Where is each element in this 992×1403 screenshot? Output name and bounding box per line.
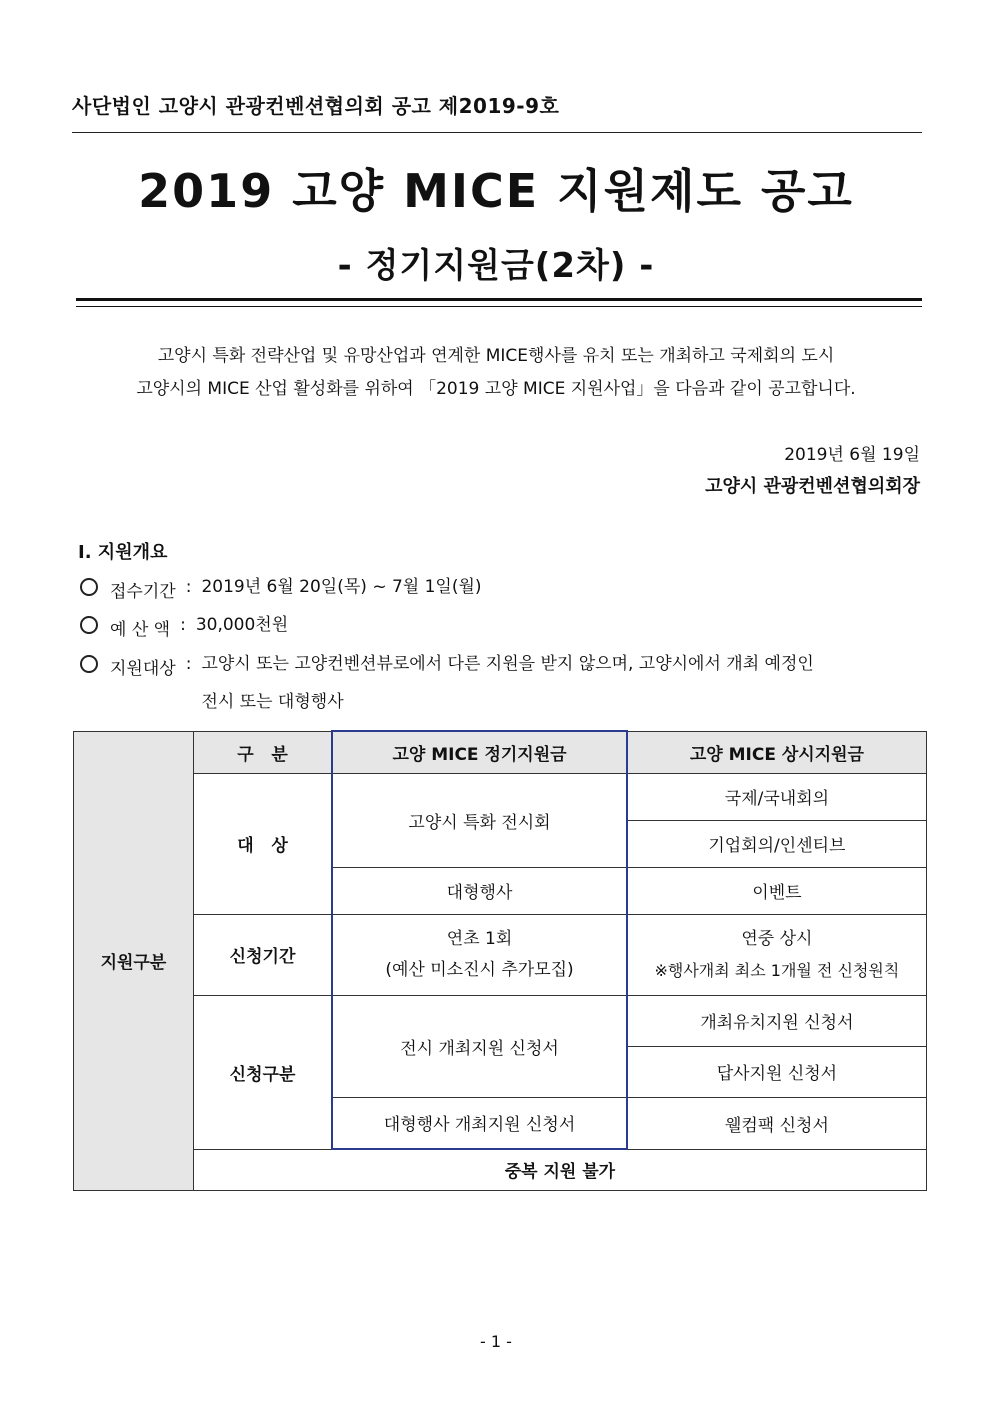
period-line: (예산 미소진시 추가모집) — [385, 959, 574, 980]
period-line: ※행사개최 최소 1개월 전 신청원칙 — [654, 960, 900, 980]
period-line: 연중 상시 — [741, 928, 813, 949]
circle-bullet-icon — [80, 655, 98, 673]
support-table — [73, 730, 927, 1191]
divider — [72, 132, 922, 133]
double-divider — [76, 298, 922, 307]
cell-regular-target: 고양시 특화 전시회 — [332, 773, 627, 867]
item-value — [201, 645, 922, 721]
table-footer-note: 중복 지원 불가 — [193, 1149, 926, 1190]
item-value: 2019년 6월 20일(목) ~ 7월 1일(월) — [201, 577, 482, 597]
item-value-line: 전시 또는 대형행사 — [201, 692, 344, 712]
intro-paragraph — [80, 340, 912, 406]
page-title: 2019 고양 MICE 지원제도 공고 — [138, 164, 854, 218]
colon: : — [180, 615, 186, 635]
cell-regular-apply: 전시 개최지원 신청서 — [332, 995, 627, 1097]
cell-permanent-target: 국제/국내회의 — [627, 773, 927, 820]
col-header-permanent: 고양 MICE 상시지원금 — [627, 731, 927, 773]
cell-regular-apply: 대형행사 개최지원 신청서 — [332, 1097, 627, 1149]
cell-permanent-apply: 답사지원 신청서 — [627, 1046, 927, 1097]
page-subtitle: - 정기지원금(2차) - — [337, 246, 655, 286]
cell-permanent-target: 이벤트 — [627, 867, 927, 914]
signer: 고양시 관광컨벤션협의회장 — [705, 476, 920, 497]
item-label: 예 산 액 — [110, 620, 171, 640]
overview-item — [80, 615, 288, 640]
overview-item — [80, 577, 482, 602]
circle-bullet-icon — [80, 616, 98, 634]
period-line: 연초 1회 — [446, 928, 513, 949]
cell-regular-target: 대형행사 — [332, 867, 627, 914]
item-value: 30,000천원 — [195, 615, 289, 635]
intro-line: 고양시의 MICE 산업 활성화를 위하여 「2019 고양 MICE 지원사업」을 다음과 같이 공고합니다. — [136, 379, 856, 399]
overview-item — [80, 654, 922, 721]
label-apply: 신청구분 — [193, 995, 332, 1149]
cell-permanent-apply: 개최유치지원 신청서 — [627, 995, 927, 1046]
colon: : — [185, 577, 192, 597]
label-period: 신청기간 — [193, 914, 332, 995]
cell-permanent-target: 기업회의/인센티브 — [627, 820, 927, 867]
cell-regular-period — [332, 914, 627, 995]
item-label: 지원대상 — [110, 659, 176, 679]
circle-bullet-icon — [80, 578, 98, 596]
col-header-regular: 고양 MICE 정기지원금 — [332, 731, 627, 773]
notice-number: 사단법인 고양시 관광컨벤션협의회 공고 제2019-9호 — [72, 94, 560, 118]
item-value-line: 고양시 또는 고양컨벤션뷰로에서 다른 지원을 받지 않으며, 고양시에서 개최 예정인 — [201, 654, 814, 674]
page-number: - 1 - — [480, 1332, 512, 1351]
notice-date: 2019년 6월 19일 — [784, 445, 920, 465]
intro-line: 고양시 특화 전략산업 및 유망산업과 연계한 MICE행사를 유치 또는 개최하고 국제회의 도시 — [157, 346, 835, 366]
row-header-support-type: 지원구분 — [74, 731, 194, 1190]
cell-permanent-period — [627, 914, 927, 995]
colon: : — [185, 654, 192, 674]
cell-permanent-apply: 웰컴팩 신청서 — [627, 1097, 927, 1149]
label-target: 대 상 — [193, 773, 332, 914]
section-title: Ⅰ. 지원개요 — [78, 542, 168, 563]
col-header-category: 구 분 — [193, 731, 332, 773]
item-label: 접수기간 — [110, 582, 176, 602]
